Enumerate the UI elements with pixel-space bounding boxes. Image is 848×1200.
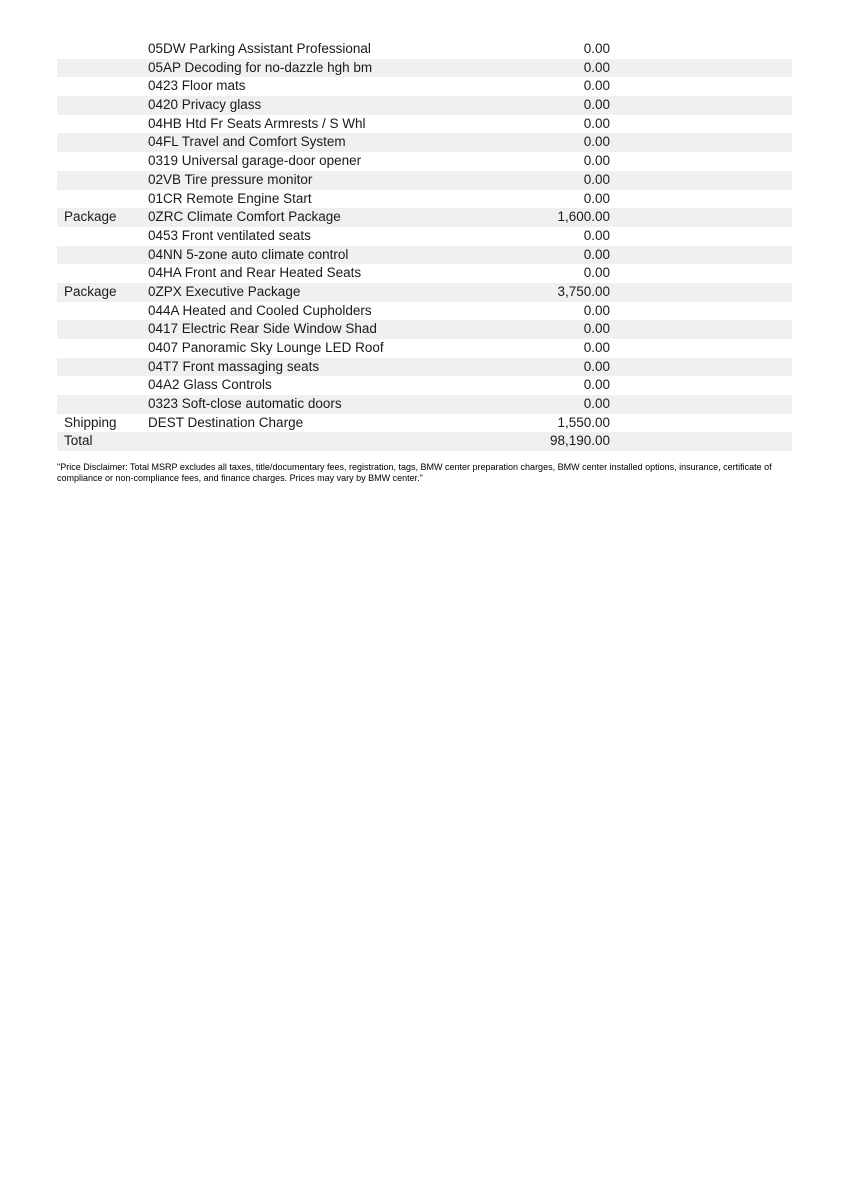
table-row (57, 40, 792, 59)
table-row (57, 320, 792, 339)
table-row (57, 432, 792, 451)
table-row (57, 133, 792, 152)
row-category (57, 152, 148, 171)
table-row (57, 190, 792, 209)
row-item: 0420 Privacy glass (148, 97, 262, 113)
row-category (57, 40, 148, 59)
row-price: 0.00 (583, 171, 610, 187)
row-price: 0.00 (583, 358, 610, 374)
row-category (57, 246, 148, 265)
table-row (57, 264, 792, 283)
row-price: 0.00 (583, 340, 610, 355)
row-spacer (610, 302, 792, 321)
row-item: DEST Destination Charge (148, 414, 304, 430)
row-spacer (610, 115, 792, 134)
row-category (57, 302, 148, 321)
row-spacer (610, 77, 792, 96)
row-category: Package (64, 283, 117, 299)
row-price: 1,550.00 (557, 414, 610, 430)
row-price: 0.00 (583, 97, 610, 113)
row-item: 04A2 Glass Controls (148, 377, 272, 393)
row-spacer (610, 339, 792, 358)
row-spacer (610, 171, 792, 190)
row-item: 04T7 Front massaging seats (148, 358, 320, 374)
row-category (57, 190, 148, 209)
row-price: 0.00 (583, 246, 610, 262)
row-price: 0.00 (583, 302, 610, 318)
table-row (57, 339, 792, 358)
row-spacer (610, 96, 792, 115)
row-price: 98,190.00 (549, 433, 610, 449)
row-price: 0.00 (583, 41, 610, 56)
row-spacer (610, 283, 792, 302)
table-row (57, 283, 792, 302)
row-category (57, 96, 148, 115)
row-price: 0.00 (583, 227, 610, 243)
row-category: Package (64, 209, 117, 225)
row-price: 0.00 (583, 134, 610, 150)
row-item: 01CR Remote Engine Start (148, 190, 312, 206)
row-category (57, 395, 148, 414)
row-category (57, 171, 148, 190)
row-category (57, 59, 148, 78)
table-row (57, 208, 792, 227)
row-item: 0453 Front ventilated seats (148, 227, 311, 243)
table-row (57, 302, 792, 321)
row-item: 05DW Parking Assistant Professional (148, 41, 371, 56)
row-spacer (610, 358, 792, 377)
row-item: 04HB Htd Fr Seats Armrests / S Whl (148, 115, 366, 131)
row-spacer (610, 133, 792, 152)
row-price: 3,750.00 (557, 283, 610, 299)
table-row (57, 376, 792, 395)
row-price: 0.00 (583, 115, 610, 131)
table-row (57, 358, 792, 377)
row-item (148, 432, 500, 451)
row-item: 0407 Panoramic Sky Lounge LED Roof (148, 340, 384, 355)
table-row (57, 96, 792, 115)
row-item: 0ZPX Executive Package (148, 283, 301, 299)
table-row (57, 115, 792, 134)
row-spacer (610, 208, 792, 227)
row-category (57, 115, 148, 134)
row-spacer (610, 432, 792, 451)
row-category (57, 339, 148, 358)
row-spacer (610, 320, 792, 339)
row-category (57, 227, 148, 246)
row-spacer (610, 246, 792, 265)
table-row (57, 246, 792, 265)
row-category (57, 264, 148, 283)
price-disclaimer: "Price Disclaimer: Total MSRP excludes all taxes, title/documentary fees, registration, tags, BMW center preparation charges, BMW center installed options, insurance, certificate of compliance or non-compliance fees, and finance charges. Prices may vary by BMW center." (57, 462, 772, 483)
row-price: 0.00 (583, 78, 610, 94)
row-category (57, 376, 148, 395)
row-price: 0.00 (583, 396, 610, 412)
table-row (57, 414, 792, 433)
row-spacer (610, 152, 792, 171)
row-spacer (610, 40, 792, 59)
row-item: 04FL Travel and Comfort System (148, 134, 346, 150)
row-price: 0.00 (583, 59, 610, 75)
row-category (57, 77, 148, 96)
row-category: Total (64, 433, 93, 449)
table-row (57, 59, 792, 78)
row-spacer (610, 59, 792, 78)
table-row (57, 152, 792, 171)
row-item: 0ZRC Climate Comfort Package (148, 209, 341, 225)
row-item: 0323 Soft-close automatic doors (148, 396, 342, 412)
row-category: Shipping (64, 414, 117, 430)
vehicle-options-pricing-table (57, 40, 792, 451)
table-row (57, 227, 792, 246)
row-spacer (610, 227, 792, 246)
row-category (57, 133, 148, 152)
row-item: 05AP Decoding for no-dazzle hgh bm (148, 59, 373, 75)
row-item: 0417 Electric Rear Side Window Shad (148, 321, 377, 337)
row-item: 02VB Tire pressure monitor (148, 171, 313, 187)
row-item: 0423 Floor mats (148, 78, 246, 94)
row-price: 0.00 (583, 321, 610, 337)
row-item: 04HA Front and Rear Heated Seats (148, 265, 362, 281)
row-price: 0.00 (583, 190, 610, 206)
row-item: 044A Heated and Cooled Cupholders (148, 302, 372, 318)
row-price: 0.00 (583, 377, 610, 393)
table-row (57, 77, 792, 96)
row-spacer (610, 395, 792, 414)
row-item: 0319 Universal garage-door opener (148, 153, 362, 169)
row-price: 0.00 (583, 153, 610, 169)
row-price: 0.00 (583, 265, 610, 281)
row-spacer (610, 414, 792, 433)
table-row (57, 395, 792, 414)
row-category (57, 320, 148, 339)
table-row (57, 171, 792, 190)
row-category (57, 358, 148, 377)
row-spacer (610, 376, 792, 395)
row-item: 04NN 5-zone auto climate control (148, 246, 349, 262)
row-spacer (610, 190, 792, 209)
row-spacer (610, 264, 792, 283)
row-price: 1,600.00 (557, 209, 610, 225)
